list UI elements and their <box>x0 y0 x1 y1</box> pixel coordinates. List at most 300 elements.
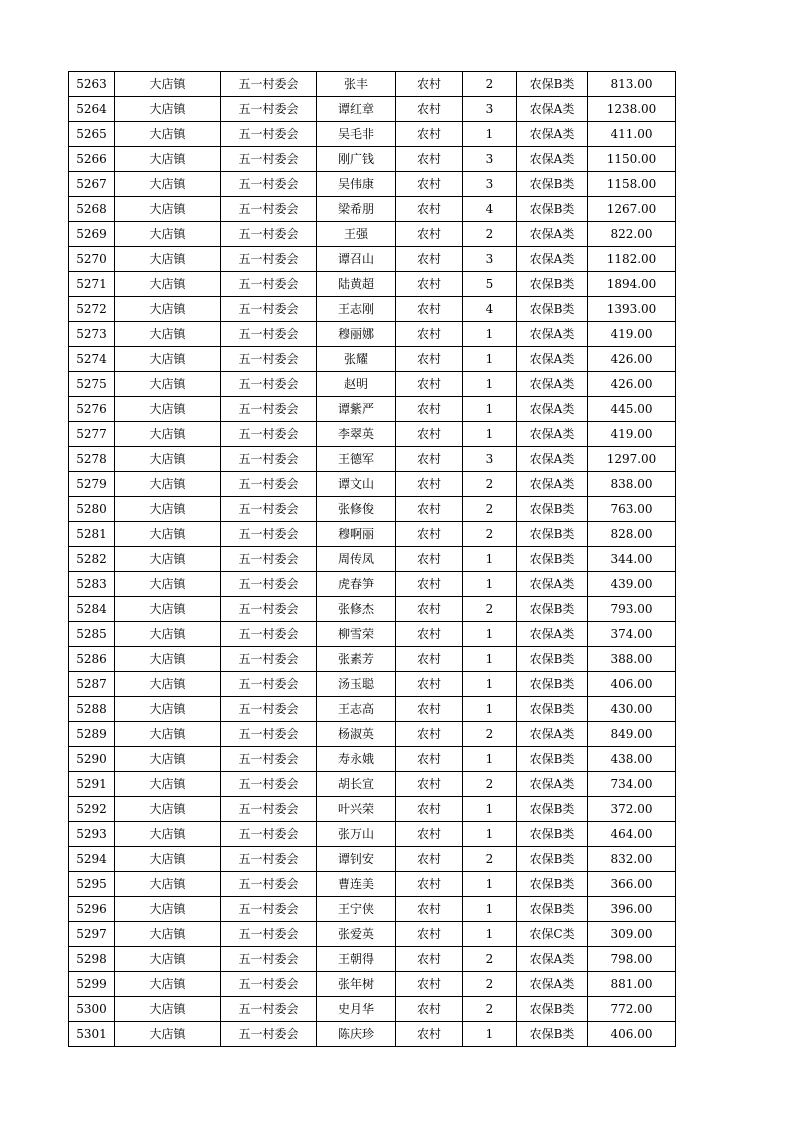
cell-household-size: 1 <box>463 122 517 147</box>
table-row <box>69 1022 676 1047</box>
cell-name: 张耀 <box>317 347 396 372</box>
cell-insurance-category: 农保B类 <box>517 522 588 547</box>
cell-amount: 406.00 <box>588 1022 676 1047</box>
cell-area-type: 农村 <box>396 622 463 647</box>
cell-household-size: 1 <box>463 747 517 772</box>
cell-village-committee: 五一村委会 <box>221 647 317 672</box>
table-row <box>69 247 676 272</box>
cell-insurance-category: 农保A类 <box>517 622 588 647</box>
cell-row-id: 5301 <box>69 1022 115 1047</box>
cell-household-size: 2 <box>463 972 517 997</box>
cell-row-id: 5267 <box>69 172 115 197</box>
cell-area-type: 农村 <box>396 322 463 347</box>
cell-amount: 419.00 <box>588 422 676 447</box>
cell-row-id: 5273 <box>69 322 115 347</box>
cell-household-size: 1 <box>463 547 517 572</box>
cell-amount: 793.00 <box>588 597 676 622</box>
cell-village-committee: 五一村委会 <box>221 422 317 447</box>
cell-insurance-category: 农保A类 <box>517 572 588 597</box>
cell-town: 大店镇 <box>115 347 221 372</box>
cell-row-id: 5281 <box>69 522 115 547</box>
cell-town: 大店镇 <box>115 822 221 847</box>
cell-household-size: 3 <box>463 447 517 472</box>
cell-town: 大店镇 <box>115 597 221 622</box>
cell-household-size: 1 <box>463 897 517 922</box>
cell-area-type: 农村 <box>396 647 463 672</box>
cell-area-type: 农村 <box>396 497 463 522</box>
cell-household-size: 3 <box>463 147 517 172</box>
cell-row-id: 5280 <box>69 497 115 522</box>
cell-area-type: 农村 <box>396 672 463 697</box>
cell-village-committee: 五一村委会 <box>221 347 317 372</box>
table-row <box>69 447 676 472</box>
cell-village-committee: 五一村委会 <box>221 322 317 347</box>
cell-row-id: 5297 <box>69 922 115 947</box>
cell-insurance-category: 农保B类 <box>517 897 588 922</box>
cell-insurance-category: 农保B类 <box>517 697 588 722</box>
cell-amount: 1267.00 <box>588 197 676 222</box>
cell-row-id: 5275 <box>69 372 115 397</box>
cell-amount: 838.00 <box>588 472 676 497</box>
cell-row-id: 5272 <box>69 297 115 322</box>
cell-row-id: 5265 <box>69 122 115 147</box>
cell-area-type: 农村 <box>396 347 463 372</box>
cell-insurance-category: 农保B类 <box>517 872 588 897</box>
table-row <box>69 297 676 322</box>
cell-name: 谭钊安 <box>317 847 396 872</box>
cell-household-size: 2 <box>463 222 517 247</box>
cell-village-committee: 五一村委会 <box>221 697 317 722</box>
cell-village-committee: 五一村委会 <box>221 547 317 572</box>
cell-name: 梁希朋 <box>317 197 396 222</box>
cell-town: 大店镇 <box>115 72 221 97</box>
cell-household-size: 2 <box>463 72 517 97</box>
cell-household-size: 1 <box>463 697 517 722</box>
cell-insurance-category: 农保B类 <box>517 847 588 872</box>
cell-town: 大店镇 <box>115 997 221 1022</box>
table-row <box>69 197 676 222</box>
cell-amount: 411.00 <box>588 122 676 147</box>
cell-amount: 1150.00 <box>588 147 676 172</box>
cell-row-id: 5268 <box>69 197 115 222</box>
cell-area-type: 农村 <box>396 822 463 847</box>
cell-village-committee: 五一村委会 <box>221 447 317 472</box>
cell-area-type: 农村 <box>396 847 463 872</box>
cell-village-committee: 五一村委会 <box>221 147 317 172</box>
cell-insurance-category: 农保A类 <box>517 247 588 272</box>
cell-village-committee: 五一村委会 <box>221 72 317 97</box>
cell-town: 大店镇 <box>115 772 221 797</box>
cell-town: 大店镇 <box>115 97 221 122</box>
cell-insurance-category: 农保B类 <box>517 547 588 572</box>
cell-row-id: 5278 <box>69 447 115 472</box>
cell-area-type: 农村 <box>396 922 463 947</box>
table-row <box>69 272 676 297</box>
cell-household-size: 3 <box>463 172 517 197</box>
cell-amount: 813.00 <box>588 72 676 97</box>
cell-insurance-category: 农保A类 <box>517 97 588 122</box>
cell-household-size: 3 <box>463 247 517 272</box>
cell-household-size: 1 <box>463 422 517 447</box>
cell-amount: 849.00 <box>588 722 676 747</box>
cell-town: 大店镇 <box>115 722 221 747</box>
cell-insurance-category: 农保B类 <box>517 997 588 1022</box>
cell-name: 王强 <box>317 222 396 247</box>
cell-area-type: 农村 <box>396 872 463 897</box>
cell-area-type: 农村 <box>396 97 463 122</box>
cell-household-size: 1 <box>463 672 517 697</box>
cell-name: 汤玉聪 <box>317 672 396 697</box>
cell-village-committee: 五一村委会 <box>221 672 317 697</box>
cell-name: 杨淑英 <box>317 722 396 747</box>
cell-amount: 419.00 <box>588 322 676 347</box>
cell-town: 大店镇 <box>115 697 221 722</box>
cell-area-type: 农村 <box>396 147 463 172</box>
cell-row-id: 5269 <box>69 222 115 247</box>
cell-row-id: 5279 <box>69 472 115 497</box>
cell-name: 王朝得 <box>317 947 396 972</box>
cell-village-committee: 五一村委会 <box>221 822 317 847</box>
table-row <box>69 172 676 197</box>
cell-village-committee: 五一村委会 <box>221 222 317 247</box>
cell-village-committee: 五一村委会 <box>221 872 317 897</box>
cell-village-committee: 五一村委会 <box>221 247 317 272</box>
cell-household-size: 1 <box>463 822 517 847</box>
cell-name: 王德军 <box>317 447 396 472</box>
cell-area-type: 农村 <box>396 897 463 922</box>
cell-town: 大店镇 <box>115 1022 221 1047</box>
cell-household-size: 3 <box>463 97 517 122</box>
cell-name: 王志刚 <box>317 297 396 322</box>
cell-village-committee: 五一村委会 <box>221 772 317 797</box>
cell-name: 吴毛非 <box>317 122 396 147</box>
cell-amount: 388.00 <box>588 647 676 672</box>
cell-area-type: 农村 <box>396 997 463 1022</box>
cell-amount: 1182.00 <box>588 247 676 272</box>
cell-name: 张修俊 <box>317 497 396 522</box>
cell-name: 张修杰 <box>317 597 396 622</box>
table-row <box>69 872 676 897</box>
table-row <box>69 947 676 972</box>
cell-town: 大店镇 <box>115 497 221 522</box>
cell-name: 张丰 <box>317 72 396 97</box>
cell-name: 张年树 <box>317 972 396 997</box>
cell-row-id: 5285 <box>69 622 115 647</box>
table-row <box>69 647 676 672</box>
cell-household-size: 1 <box>463 1022 517 1047</box>
cell-name: 张爱英 <box>317 922 396 947</box>
cell-household-size: 1 <box>463 397 517 422</box>
cell-area-type: 农村 <box>396 797 463 822</box>
cell-row-id: 5271 <box>69 272 115 297</box>
cell-village-committee: 五一村委会 <box>221 472 317 497</box>
table-row <box>69 697 676 722</box>
cell-name: 张万山 <box>317 822 396 847</box>
cell-village-committee: 五一村委会 <box>221 397 317 422</box>
table-row <box>69 597 676 622</box>
cell-household-size: 2 <box>463 472 517 497</box>
cell-insurance-category: 农保B类 <box>517 597 588 622</box>
cell-area-type: 农村 <box>396 947 463 972</box>
cell-area-type: 农村 <box>396 197 463 222</box>
cell-amount: 832.00 <box>588 847 676 872</box>
cell-name: 李翠英 <box>317 422 396 447</box>
table-row <box>69 397 676 422</box>
cell-village-committee: 五一村委会 <box>221 172 317 197</box>
cell-insurance-category: 农保B类 <box>517 747 588 772</box>
cell-insurance-category: 农保A类 <box>517 397 588 422</box>
cell-name: 谭紫严 <box>317 397 396 422</box>
cell-name: 穆啊丽 <box>317 522 396 547</box>
cell-area-type: 农村 <box>396 222 463 247</box>
table-row <box>69 147 676 172</box>
table-row <box>69 772 676 797</box>
cell-household-size: 1 <box>463 647 517 672</box>
cell-insurance-category: 农保B类 <box>517 647 588 672</box>
cell-insurance-category: 农保A类 <box>517 472 588 497</box>
cell-amount: 366.00 <box>588 872 676 897</box>
table-row <box>69 747 676 772</box>
cell-amount: 464.00 <box>588 822 676 847</box>
cell-town: 大店镇 <box>115 622 221 647</box>
cell-name: 陈庆珍 <box>317 1022 396 1047</box>
roster-table <box>68 71 676 1047</box>
cell-household-size: 1 <box>463 622 517 647</box>
cell-row-id: 5266 <box>69 147 115 172</box>
cell-amount: 1297.00 <box>588 447 676 472</box>
cell-town: 大店镇 <box>115 747 221 772</box>
cell-household-size: 2 <box>463 597 517 622</box>
cell-household-size: 1 <box>463 372 517 397</box>
cell-town: 大店镇 <box>115 247 221 272</box>
cell-name: 陆黄超 <box>317 272 396 297</box>
cell-amount: 406.00 <box>588 672 676 697</box>
cell-insurance-category: 农保A类 <box>517 972 588 997</box>
cell-name: 胡长宣 <box>317 772 396 797</box>
cell-row-id: 5288 <box>69 697 115 722</box>
cell-town: 大店镇 <box>115 172 221 197</box>
cell-insurance-category: 农保A类 <box>517 422 588 447</box>
cell-amount: 445.00 <box>588 397 676 422</box>
cell-area-type: 农村 <box>396 372 463 397</box>
cell-name: 刚广钱 <box>317 147 396 172</box>
cell-area-type: 农村 <box>396 297 463 322</box>
cell-village-committee: 五一村委会 <box>221 197 317 222</box>
cell-household-size: 1 <box>463 797 517 822</box>
cell-name: 谭召山 <box>317 247 396 272</box>
cell-village-committee: 五一村委会 <box>221 497 317 522</box>
cell-village-committee: 五一村委会 <box>221 722 317 747</box>
cell-town: 大店镇 <box>115 547 221 572</box>
cell-town: 大店镇 <box>115 797 221 822</box>
table-row <box>69 122 676 147</box>
cell-row-id: 5264 <box>69 97 115 122</box>
table-row <box>69 572 676 597</box>
cell-row-id: 5286 <box>69 647 115 672</box>
cell-area-type: 农村 <box>396 722 463 747</box>
cell-household-size: 5 <box>463 272 517 297</box>
cell-insurance-category: 农保A类 <box>517 372 588 397</box>
cell-insurance-category: 农保B类 <box>517 172 588 197</box>
cell-row-id: 5293 <box>69 822 115 847</box>
table-row <box>69 97 676 122</box>
cell-town: 大店镇 <box>115 922 221 947</box>
table-row <box>69 372 676 397</box>
cell-amount: 1238.00 <box>588 97 676 122</box>
cell-household-size: 2 <box>463 497 517 522</box>
table-row <box>69 497 676 522</box>
cell-area-type: 农村 <box>396 397 463 422</box>
cell-town: 大店镇 <box>115 672 221 697</box>
cell-amount: 374.00 <box>588 622 676 647</box>
cell-amount: 822.00 <box>588 222 676 247</box>
cell-household-size: 1 <box>463 922 517 947</box>
cell-insurance-category: 农保A类 <box>517 947 588 972</box>
table-row <box>69 547 676 572</box>
cell-amount: 1158.00 <box>588 172 676 197</box>
cell-town: 大店镇 <box>115 322 221 347</box>
cell-area-type: 农村 <box>396 172 463 197</box>
cell-household-size: 2 <box>463 772 517 797</box>
cell-area-type: 农村 <box>396 472 463 497</box>
cell-town: 大店镇 <box>115 447 221 472</box>
cell-amount: 344.00 <box>588 547 676 572</box>
cell-name: 王宁侠 <box>317 897 396 922</box>
cell-insurance-category: 农保A类 <box>517 222 588 247</box>
cell-insurance-category: 农保B类 <box>517 497 588 522</box>
cell-insurance-category: 农保B类 <box>517 1022 588 1047</box>
cell-amount: 1894.00 <box>588 272 676 297</box>
cell-name: 叶兴荣 <box>317 797 396 822</box>
cell-household-size: 1 <box>463 347 517 372</box>
cell-area-type: 农村 <box>396 572 463 597</box>
cell-row-id: 5270 <box>69 247 115 272</box>
cell-household-size: 2 <box>463 847 517 872</box>
cell-village-committee: 五一村委会 <box>221 972 317 997</box>
cell-household-size: 1 <box>463 872 517 897</box>
cell-area-type: 农村 <box>396 247 463 272</box>
cell-amount: 426.00 <box>588 347 676 372</box>
cell-town: 大店镇 <box>115 222 221 247</box>
cell-town: 大店镇 <box>115 947 221 972</box>
cell-village-committee: 五一村委会 <box>221 797 317 822</box>
cell-village-committee: 五一村委会 <box>221 122 317 147</box>
table-row <box>69 822 676 847</box>
cell-village-committee: 五一村委会 <box>221 922 317 947</box>
cell-household-size: 2 <box>463 722 517 747</box>
cell-village-committee: 五一村委会 <box>221 897 317 922</box>
cell-household-size: 1 <box>463 572 517 597</box>
cell-village-committee: 五一村委会 <box>221 522 317 547</box>
cell-name: 曹连美 <box>317 872 396 897</box>
cell-area-type: 农村 <box>396 1022 463 1047</box>
cell-row-id: 5276 <box>69 397 115 422</box>
cell-area-type: 农村 <box>396 747 463 772</box>
table-row <box>69 922 676 947</box>
table-row <box>69 672 676 697</box>
cell-town: 大店镇 <box>115 872 221 897</box>
cell-town: 大店镇 <box>115 147 221 172</box>
cell-village-committee: 五一村委会 <box>221 747 317 772</box>
cell-insurance-category: 农保B类 <box>517 72 588 97</box>
cell-area-type: 农村 <box>396 547 463 572</box>
cell-village-committee: 五一村委会 <box>221 297 317 322</box>
cell-amount: 881.00 <box>588 972 676 997</box>
cell-name: 周传凤 <box>317 547 396 572</box>
cell-village-committee: 五一村委会 <box>221 272 317 297</box>
cell-insurance-category: 农保C类 <box>517 922 588 947</box>
cell-amount: 828.00 <box>588 522 676 547</box>
cell-household-size: 2 <box>463 947 517 972</box>
cell-amount: 396.00 <box>588 897 676 922</box>
cell-town: 大店镇 <box>115 197 221 222</box>
cell-row-id: 5263 <box>69 72 115 97</box>
cell-insurance-category: 农保B类 <box>517 272 588 297</box>
table-row <box>69 522 676 547</box>
cell-row-id: 5296 <box>69 897 115 922</box>
cell-town: 大店镇 <box>115 122 221 147</box>
cell-name: 赵明 <box>317 372 396 397</box>
cell-insurance-category: 农保A类 <box>517 722 588 747</box>
table-row <box>69 222 676 247</box>
cell-town: 大店镇 <box>115 647 221 672</box>
cell-amount: 772.00 <box>588 997 676 1022</box>
table-row <box>69 797 676 822</box>
cell-village-committee: 五一村委会 <box>221 372 317 397</box>
cell-row-id: 5283 <box>69 572 115 597</box>
cell-amount: 309.00 <box>588 922 676 947</box>
cell-row-id: 5298 <box>69 947 115 972</box>
cell-row-id: 5282 <box>69 547 115 572</box>
cell-row-id: 5274 <box>69 347 115 372</box>
cell-village-committee: 五一村委会 <box>221 847 317 872</box>
cell-household-size: 1 <box>463 322 517 347</box>
cell-insurance-category: 农保B类 <box>517 672 588 697</box>
cell-name: 虎春笋 <box>317 572 396 597</box>
cell-area-type: 农村 <box>396 972 463 997</box>
cell-area-type: 农村 <box>396 597 463 622</box>
cell-town: 大店镇 <box>115 572 221 597</box>
cell-row-id: 5292 <box>69 797 115 822</box>
cell-name: 寿永娥 <box>317 747 396 772</box>
table-row <box>69 472 676 497</box>
cell-insurance-category: 农保A类 <box>517 347 588 372</box>
cell-name: 谭红章 <box>317 97 396 122</box>
cell-row-id: 5284 <box>69 597 115 622</box>
table-row <box>69 722 676 747</box>
cell-town: 大店镇 <box>115 522 221 547</box>
table-row <box>69 622 676 647</box>
cell-household-size: 2 <box>463 997 517 1022</box>
table-row <box>69 422 676 447</box>
cell-name: 柳雪荣 <box>317 622 396 647</box>
cell-name: 谭文山 <box>317 472 396 497</box>
cell-village-committee: 五一村委会 <box>221 1022 317 1047</box>
cell-area-type: 农村 <box>396 447 463 472</box>
cell-town: 大店镇 <box>115 897 221 922</box>
cell-row-id: 5299 <box>69 972 115 997</box>
roster-body <box>69 72 676 1047</box>
cell-area-type: 农村 <box>396 272 463 297</box>
cell-area-type: 农村 <box>396 422 463 447</box>
cell-town: 大店镇 <box>115 372 221 397</box>
cell-area-type: 农村 <box>396 122 463 147</box>
cell-insurance-category: 农保A类 <box>517 322 588 347</box>
cell-town: 大店镇 <box>115 272 221 297</box>
cell-row-id: 5300 <box>69 997 115 1022</box>
cell-amount: 1393.00 <box>588 297 676 322</box>
cell-insurance-category: 农保A类 <box>517 147 588 172</box>
